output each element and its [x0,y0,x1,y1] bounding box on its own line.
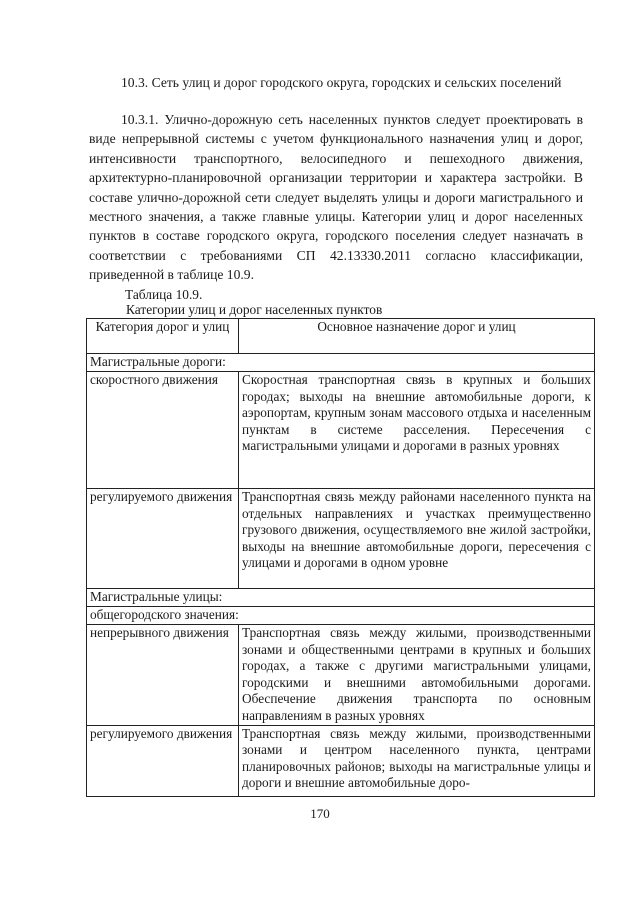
subsection-citywide: общегородского значения: [87,607,595,625]
purpose-cell: Скоростная транспортная связь в крупных и больших городах; выходы на внешние автомобильные дороги, к аэропортам, крупным зонам массового отдыха и населенным пунктам в системе расселения. Пересечения с магистральными улицами и дорогами в разных уровнях [239,372,595,489]
table-number: Таблица 10.9. [125,287,203,302]
table-title: Категории улиц и дорог населенных пунктов [126,302,383,317]
table-row [87,372,595,489]
page-number: 170 [310,806,330,821]
subsection-row [87,607,595,625]
section-heading: 10.3. Сеть улиц и дорог городского округа, городских и сельских поселений [121,75,562,90]
category-cell: непрерывного движения [87,625,239,726]
categories-table [86,318,595,797]
header-category: Категория дорог и улиц [87,319,239,354]
body-paragraph: 10.3.1. Улично-дорожную сеть населенных пунктов следует проектировать в виде непрерывной системы с учетом функционального назначения улиц и дорог, интенсивности транспортного, велосипедного и пешеходного движения, архитектурно-планировочной организации территории и характера застройки. В составе улично-дорожной сети следует выделять улицы и дороги магистрального и местного значения, а также главные улицы. Категории улиц и дорог населенных пунктов в составе городского округа, городского поселения следует назначать в соответствии с требованиями СП 42.13330.2011 согласно классификации, приведенной в таблице 10.9. [89,112,583,283]
header-purpose: Основное назначение дорог и улиц [239,319,595,354]
section-streets: Магистральные улицы: [87,589,595,607]
section-roads: Магистральные дороги: [87,354,595,372]
table-row [87,489,595,589]
purpose-cell: Транспортная связь между жилыми, производственными зонами и общественными центрами в крупных и больших городах, а также с другими магистральными улицами, городскими и внешними автомобильными дорогами. Обеспечение движения транспорта по основным направлениям в разных уровнях [239,625,595,726]
table-row [87,725,595,796]
table-row [87,625,595,726]
category-cell: регулируемого движения [87,489,239,589]
category-cell: регулируемого движения [87,725,239,796]
purpose-cell: Транспортная связь между районами населенного пункта на отдельных направлениях и участках преимущественно грузового движения, осуществляемого вне жилой застройки, выходы на внешние автомобильные дороги, пересечения с улицами и дорогами в одном уровне [239,489,595,589]
purpose-cell: Транспортная связь между жилыми, производственными зонами и центром населенного пункта, центрами планировочных районов; выходы на магистральные улицы и дороги и внешние автомобильные доро- [239,725,595,796]
section-row [87,589,595,607]
section-row [87,354,595,372]
table-header-row [87,319,595,354]
category-cell: скоростного движения [87,372,239,489]
